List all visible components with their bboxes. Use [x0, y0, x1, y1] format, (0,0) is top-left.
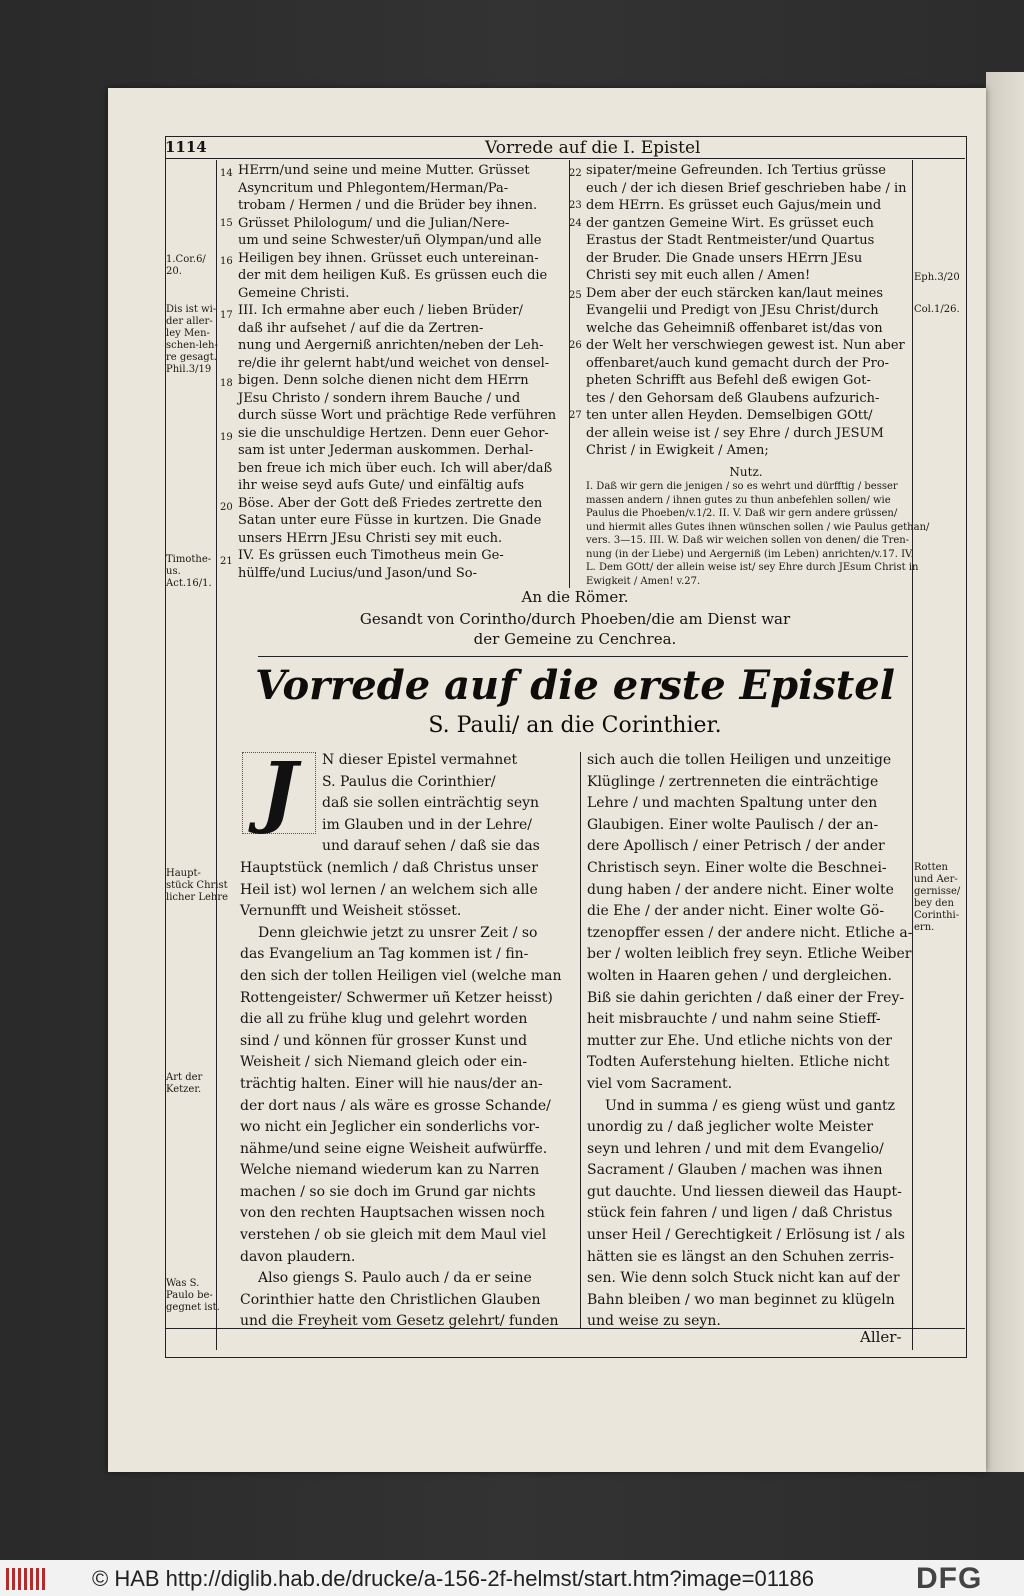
- text-line: Erastus der Stadt Rentmeister/und Quartus: [586, 233, 875, 248]
- text-line: Hauptstück (nemlich / daß Christus unser: [240, 859, 538, 876]
- text-line: pheten Schrifft aus Befehl deß ewigen Got-: [586, 373, 871, 388]
- text-line: der allein weise ist / sey Ehre / durch JESUM: [586, 425, 884, 441]
- text-line: trobam / Hermen / und die Brüder bey ihnen.: [238, 198, 538, 213]
- margin-note-left: Art der Ketzer.: [166, 1072, 203, 1095]
- text-line: ihr weise seyd aufs Gute/ und einfältig aufs: [238, 478, 525, 493]
- text-line: Dem aber der euch stärcken kan/laut meines: [586, 285, 884, 301]
- verse-number: 18: [220, 378, 233, 389]
- text-line: der dort naus / als wäre es grosse Schande/: [240, 1097, 551, 1114]
- text-line: Lehre / und machten Spaltung unter den: [587, 795, 878, 812]
- text-line: Heiligen bey ihnen. Grüsset euch untereinan-: [238, 250, 539, 266]
- adjacent-page-edge: [986, 72, 1024, 1472]
- text-line: stück fein fahren / und ligen / daß Christus: [587, 1205, 893, 1222]
- text-line: Also giengs S. Paulo auch / da er seine: [258, 1270, 532, 1287]
- text-line: gut dauchte. Und liessen dieweil das Haupt-: [587, 1183, 902, 1200]
- chapter-title: Vorrede auf die erste Epistel: [255, 662, 895, 709]
- decorated-initial: J: [242, 752, 316, 834]
- text-line: Satan unter eure Füsse in kurtzen. Die Gnade: [238, 513, 542, 528]
- column-divider-lower: [580, 752, 581, 1328]
- text-line: der mit dem heiligen Kuß. Es grüssen euch die: [238, 268, 548, 283]
- text-line: bigen. Denn solche dienen nicht dem HErrn: [238, 373, 529, 388]
- text-line: Welche niemand wiederum kan zu Narren: [240, 1162, 540, 1179]
- viewer-footer: [0, 1560, 1024, 1596]
- text-line: sich auch die tollen Heiligen und unzeitige: [587, 752, 892, 768]
- text-line: im Glauben und in der Lehre/: [322, 816, 533, 833]
- text-line: euch / der ich diesen Brief geschrieben habe / in: [586, 180, 907, 196]
- text-line: Klüglinge / zertrenneten die einträchtige: [587, 773, 879, 790]
- text-line: hätten sie es längst an den Schuhen zerris-: [587, 1248, 894, 1265]
- text-line: dere Apollisch / einer Petrisch / der ander: [587, 838, 885, 855]
- nutz-line: L. Dem GOtt/ der allein weise ist/ sey Ehre durch JEsum Christ in: [586, 562, 919, 573]
- text-line: unordig zu / daß jeglicher wolte Meister: [587, 1119, 874, 1136]
- verse-number: 27: [569, 410, 582, 421]
- margin-note-left: 1.Cor.6/ 20.: [166, 254, 206, 277]
- text-line: Asyncritum und Phlegontem/Herman/Pa-: [238, 180, 509, 196]
- verse-number: 15: [220, 218, 233, 229]
- nutz-line: I. Daß wir gern die jenigen / so es wehrt und dürfftig / besser: [586, 481, 898, 492]
- text-line: nähme/und seine eigne Weisheit aufwürffe.: [240, 1140, 548, 1157]
- text-line: N dieser Epistel vermahnet: [322, 752, 518, 768]
- text-line: dem HErrn. Es grüsset euch Gajus/mein und: [586, 198, 882, 213]
- text-line: der Bruder. Die Gnade unsers HErrn JEsu: [586, 250, 863, 266]
- text-line: hülffe/und Lucius/und Jason/und So-: [238, 565, 478, 581]
- subscription-line: An die Römer.: [521, 588, 629, 606]
- text-line: nung und Aergerniß anrichten/neben der Leh-: [238, 338, 544, 353]
- text-line: machen / so sie doch im Grund gar nichts: [240, 1183, 536, 1200]
- text-line: heit misbrauchte / und nahm seine Stieff-: [587, 1011, 881, 1028]
- margin-note-left: Haupt- stück Christ licher Lehre: [166, 868, 229, 903]
- verse-number: 19: [220, 432, 233, 443]
- text-line: die Ehe / der ander nicht. Einer wolte Gö-: [587, 903, 885, 920]
- margin-note-right: Rotten und Aer- gernisse/ bey den Corinthi- ern.: [914, 862, 961, 933]
- verse-number: 16: [220, 256, 233, 267]
- text-line: Christ / in Ewigkeit / Amen;: [586, 443, 769, 458]
- text-line: sind / und können für grosser Kunst und: [240, 1032, 528, 1049]
- nutz-block: [586, 464, 929, 588]
- text-line: Grüsset Philologum/ und die Julian/Nere-: [238, 215, 510, 231]
- subscription: [240, 588, 910, 650]
- text-line: daß sie sollen einträchtig seyn: [322, 795, 540, 812]
- text-line: Evangelii und Predigt von JEsu Christ/durch: [586, 303, 879, 318]
- margin-note-left: Dis ist wi- der aller- ley Men- schen-leh- re gesagt. Phil.3/19: [166, 304, 218, 375]
- text-line: Vernunfft und Weisheit stösset.: [240, 903, 462, 920]
- nutz-line: massen andern / ihnen gutes zu thun anbefehlen sollen/ wie: [586, 494, 891, 506]
- text-line: III. Ich ermahne aber euch / lieben Brüder/: [238, 303, 523, 318]
- text-line: sen. Wie denn solch Stuck nicht kan auf der: [587, 1270, 900, 1287]
- verse-number: 22: [569, 168, 582, 179]
- text-line: dung haben / der andere nicht. Einer wolte: [587, 881, 894, 898]
- text-line: mutter zur Ehe. Und etliche nichts von der: [587, 1032, 892, 1049]
- upper-right-column: [586, 162, 907, 460]
- verse-number: 23: [569, 200, 582, 211]
- text-line: von den rechten Hauptsachen wissen noch: [240, 1205, 545, 1222]
- verse-number: 24: [569, 218, 582, 229]
- text-line: und die Freyheit vom Gesetz gelehrt/ funden: [240, 1313, 559, 1330]
- text-line: wolten in Haaren gehen / und dergleichen.: [587, 967, 892, 984]
- text-line: unsers HErrn JEsu Christi sey mit euch.: [238, 530, 503, 546]
- text-line: durch süsse Wort und prächtige Rede verführen: [238, 408, 557, 423]
- text-line: offenbaret/auch kund gemacht durch der Pro-: [586, 355, 890, 371]
- text-line: Heil ist) wol lernen / an welchem sich alle: [240, 881, 538, 898]
- margin-note-right: Eph.3/20: [914, 272, 960, 283]
- nutz-heading: Nutz.: [729, 465, 763, 479]
- text-line: Gemeine Christi.: [238, 285, 350, 301]
- text-line: Glaubigen. Einer wolte Paulisch / der an-: [587, 816, 879, 833]
- text-line: Böse. Aber der Gott deß Friedes zertrette den: [238, 495, 543, 511]
- verse-number: 20: [220, 502, 233, 513]
- text-line: Biß sie dahin gerichten / daß einer der Frey-: [587, 989, 905, 1006]
- subscription-line: Gesandt von Corintho/durch Phoeben/die am Dienst war: [359, 610, 791, 628]
- text-line: sie die unschuldige Hertzen. Denn euer Gehor-: [238, 425, 549, 441]
- text-line: S. Paulus die Corinthier/: [322, 773, 496, 790]
- text-line: Christisch seyn. Einer wolte die Beschnei-: [587, 859, 887, 876]
- text-line: ten unter allen Heyden. Demselbigen GOtt/: [586, 408, 873, 423]
- text-line: um und seine Schwester/uñ Olympan/und alle: [238, 233, 542, 248]
- text-line: sipater/meine Gefreunden. Ich Tertius grüsse: [586, 163, 886, 178]
- margin-note-left: Was S. Paulo be- gegnet ist.: [166, 1278, 220, 1313]
- text-line: den sich der tollen Heiligen viel (welche man: [240, 967, 562, 984]
- text-line: ben freue ich mich über euch. Ich will aber/daß: [238, 460, 553, 476]
- text-line: Denn gleichwie jetzt zu unsrer Zeit / so: [258, 924, 538, 941]
- text-line: wo nicht ein Jeglicher ein sonderlichs vor-: [240, 1119, 540, 1136]
- hab-logo-icon: [6, 1568, 46, 1590]
- text-line: Rottengeister/ Schwermer uñ Ketzer heisst): [240, 989, 553, 1006]
- chapter-subtitle: S. Pauli/ an die Corinthier.: [428, 713, 722, 738]
- lower-left-column: [240, 750, 562, 1333]
- running-head: Vorrede auf die I. Epistel: [485, 138, 701, 158]
- text-line: trächtig halten. Einer will hie naus/der an-: [240, 1075, 543, 1092]
- text-line: Christi sey mit euch allen / Amen!: [586, 268, 811, 283]
- verse-number: 17: [220, 310, 233, 321]
- text-line: re/die ihr gelernt habt/und weichet von densel-: [238, 355, 550, 371]
- text-line: davon plaudern.: [240, 1248, 356, 1265]
- margin-note-right: Col.1/26.: [914, 304, 960, 315]
- nutz-line: Paulus die Phoeben/v.1/2. II. V. Daß wir gern andere grüssen/: [586, 508, 898, 519]
- text-line: Todten Auferstehung hielten. Etliche nicht: [587, 1054, 890, 1071]
- subscription-line: der Gemeine zu Cenchrea.: [473, 630, 677, 648]
- text-line: Corinthier hatte den Christlichen Glauben: [240, 1291, 541, 1308]
- section-rule: [258, 656, 908, 657]
- nutz-line: und hiermit alles Gutes ihnen wünschen sollen / wie Paulus gethan/: [586, 521, 930, 533]
- dfg-logo: DFG: [916, 1562, 983, 1595]
- text-line: und weise zu seyn.: [587, 1313, 721, 1330]
- upper-left-column: [238, 162, 556, 582]
- lower-right-column: [587, 750, 912, 1333]
- text-line: das Evangelium an Tag kommen ist / fin-: [240, 946, 529, 963]
- text-line: der gantzen Gemeine Wirt. Es grüsset euch: [586, 215, 874, 231]
- nutz-line: Ewigkeit / Amen! v.27.: [586, 575, 701, 587]
- text-line: ber / wolten leiblich frey seyn. Etliche Weiber: [587, 946, 912, 963]
- text-line: IV. Es grüssen euch Timotheus mein Ge-: [238, 548, 504, 563]
- nutz-line: vers. 3—15. III. W. Daß wir weichen sollen von denen/ die Tren-: [586, 535, 910, 546]
- text-line: der Welt her verschwiegen gewest ist. Nun aber: [586, 338, 905, 353]
- text-line: seyn und lehren / und mit dem Evangelio/: [587, 1140, 884, 1157]
- verse-number: 21: [220, 556, 233, 567]
- catchword: Aller-: [860, 1328, 902, 1346]
- text-line: HErrn/und seine und meine Mutter. Grüsset: [238, 163, 530, 178]
- text-line: welche das Geheimniß offenbaret ist/das von: [586, 320, 883, 336]
- text-line: verstehen / ob sie gleich mit dem Maul viel: [240, 1227, 547, 1244]
- running-head-row: [165, 138, 985, 160]
- text-line: daß ihr aufsehet / auf die da Zertren-: [238, 320, 484, 336]
- margin-note-left: Timothe- us. Act.16/1.: [166, 554, 212, 589]
- text-line: und darauf sehen / daß sie das: [322, 838, 540, 855]
- text-line: Und in summa / es gieng wüst und gantz: [605, 1097, 895, 1114]
- text-line: JEsu Christo / sondern ihrem Bauche / und: [238, 390, 521, 406]
- text-line: sam ist unter Jederman auskommen. Derhal-: [238, 443, 534, 458]
- verse-number: 26: [569, 340, 582, 351]
- verse-number: 14: [220, 168, 233, 179]
- text-line: Bahn bleiben / wo man beginnet zu klügeln: [587, 1291, 895, 1308]
- nutz-line: nung (in der Liebe) und Aergerniß (im Leben) anrichten/v.17. IV.: [586, 548, 914, 560]
- text-line: Weisheit / sich Niemand gleich oder ein-: [240, 1054, 528, 1071]
- text-line: tes / den Gehorsam deß Glaubens aufzurich-: [586, 390, 880, 406]
- text-line: die all zu frühe klug und gelehrt worden: [240, 1011, 528, 1028]
- verse-number: 25: [569, 290, 582, 301]
- source-url[interactable]: © HAB http://diglib.hab.de/drucke/a-156-2f-helmst/start.htm?image=01186: [92, 1566, 815, 1591]
- text-line: viel vom Sacrament.: [587, 1075, 733, 1092]
- page-number: 1114: [165, 138, 207, 156]
- text-line: tzenopffer essen / der andere nicht. Etliche a-: [587, 924, 913, 941]
- text-line: Sacrament / Glauben / machen was ihnen: [587, 1162, 883, 1179]
- text-line: unser Heil / Gerechtigkeit / Erlösung ist / als: [587, 1227, 905, 1244]
